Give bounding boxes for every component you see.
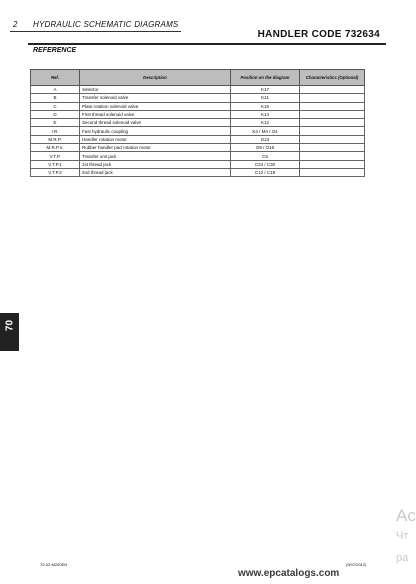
cell-characteristics <box>300 119 365 127</box>
cell-position: O9 / O16 <box>231 144 300 152</box>
table-row <box>31 110 365 118</box>
section-title: REFERENCE <box>33 47 77 54</box>
cell-description: 2nd thread jack <box>80 168 231 176</box>
cell-characteristics <box>300 168 365 176</box>
table-row <box>31 152 365 160</box>
cell-characteristics <box>300 135 365 143</box>
cell-ref: V.T.P.1 <box>31 160 80 168</box>
cell-position: K14 <box>231 110 300 118</box>
table-row <box>31 135 365 143</box>
table-row <box>31 119 365 127</box>
cell-characteristics <box>300 102 365 110</box>
cell-ref: V.T.P. <box>31 152 80 160</box>
header-rule <box>10 31 181 32</box>
overlay-fragment-3: ра <box>396 552 409 564</box>
cell-ref: A <box>31 86 80 94</box>
table-row <box>31 160 365 168</box>
column-header-description: Description <box>80 70 231 86</box>
cell-position: C24 / C30 <box>231 160 300 168</box>
watermark-url: www.epcatalogs.com <box>238 568 340 579</box>
cell-ref: C <box>31 102 80 110</box>
cell-description: Transfer solenoid valve <box>80 94 231 102</box>
cell-description: Second thread solenoid valve <box>80 119 231 127</box>
overlay-fragment-2: Чт <box>396 530 409 542</box>
cell-description: Fast hydraulic coupling <box>80 127 231 135</box>
cell-characteristics <box>300 127 365 135</box>
cell-description: First thread solenoid valve <box>80 110 231 118</box>
cell-position: C12 / C18 <box>231 168 300 176</box>
overlay-fragment-1: Ac <box>396 506 416 525</box>
table-row <box>31 86 365 94</box>
cell-position: G24 <box>231 135 300 143</box>
reference-table <box>30 69 365 177</box>
footer-document-code: 70-02-M200EN <box>40 562 68 567</box>
cell-position: K11 <box>231 94 300 102</box>
chapter-tab-label: 70 <box>4 319 16 332</box>
cell-characteristics <box>300 160 365 168</box>
footer-date: (9/07/2012) <box>346 562 367 567</box>
cell-characteristics <box>300 110 365 118</box>
column-header-position: Position on the diagram <box>231 70 300 86</box>
cell-ref: M.R.P.n. <box>31 144 80 152</box>
cell-ref: V.T.P.2 <box>31 168 80 176</box>
column-header-ref: Ref. <box>31 70 80 86</box>
cell-description: Rubber handler pad rotation motor <box>80 144 231 152</box>
table-row <box>31 168 365 176</box>
table-header-row <box>31 70 365 86</box>
table-row <box>31 127 365 135</box>
table-row <box>31 144 365 152</box>
cell-position: K12 <box>231 119 300 127</box>
cell-characteristics <box>300 86 365 94</box>
cell-ref: B <box>31 94 80 102</box>
cell-description: Handler rotation motor <box>80 135 231 143</box>
cell-description: 1st thread jack <box>80 160 231 168</box>
page-number: 2 <box>13 20 18 29</box>
cell-ref: I.R. <box>31 127 80 135</box>
cell-ref: M.R.P. <box>31 135 80 143</box>
cell-position: K17 <box>231 86 300 94</box>
cell-ref: D <box>31 110 80 118</box>
cell-position: K15 <box>231 102 300 110</box>
page-header-title: HYDRAULIC SCHEMATIC DIAGRAMS <box>33 20 179 29</box>
cell-characteristics <box>300 94 365 102</box>
table-row <box>31 102 365 110</box>
handler-code-title: HANDLER CODE 732634 <box>257 29 380 40</box>
column-header-characteristics: Characteristics (Optional) <box>300 70 365 86</box>
cell-position: K4 / M4 / O4 <box>231 127 300 135</box>
cell-description: Transfer unit jack <box>80 152 231 160</box>
cell-description: Plate rotation solenoid valve <box>80 102 231 110</box>
cell-description: Selector <box>80 86 231 94</box>
chapter-tab <box>0 313 19 351</box>
table-row <box>31 94 365 102</box>
cell-position: C5 <box>231 152 300 160</box>
cell-characteristics <box>300 152 365 160</box>
cell-characteristics <box>300 144 365 152</box>
title-divider <box>28 43 386 45</box>
cell-ref: E <box>31 119 80 127</box>
